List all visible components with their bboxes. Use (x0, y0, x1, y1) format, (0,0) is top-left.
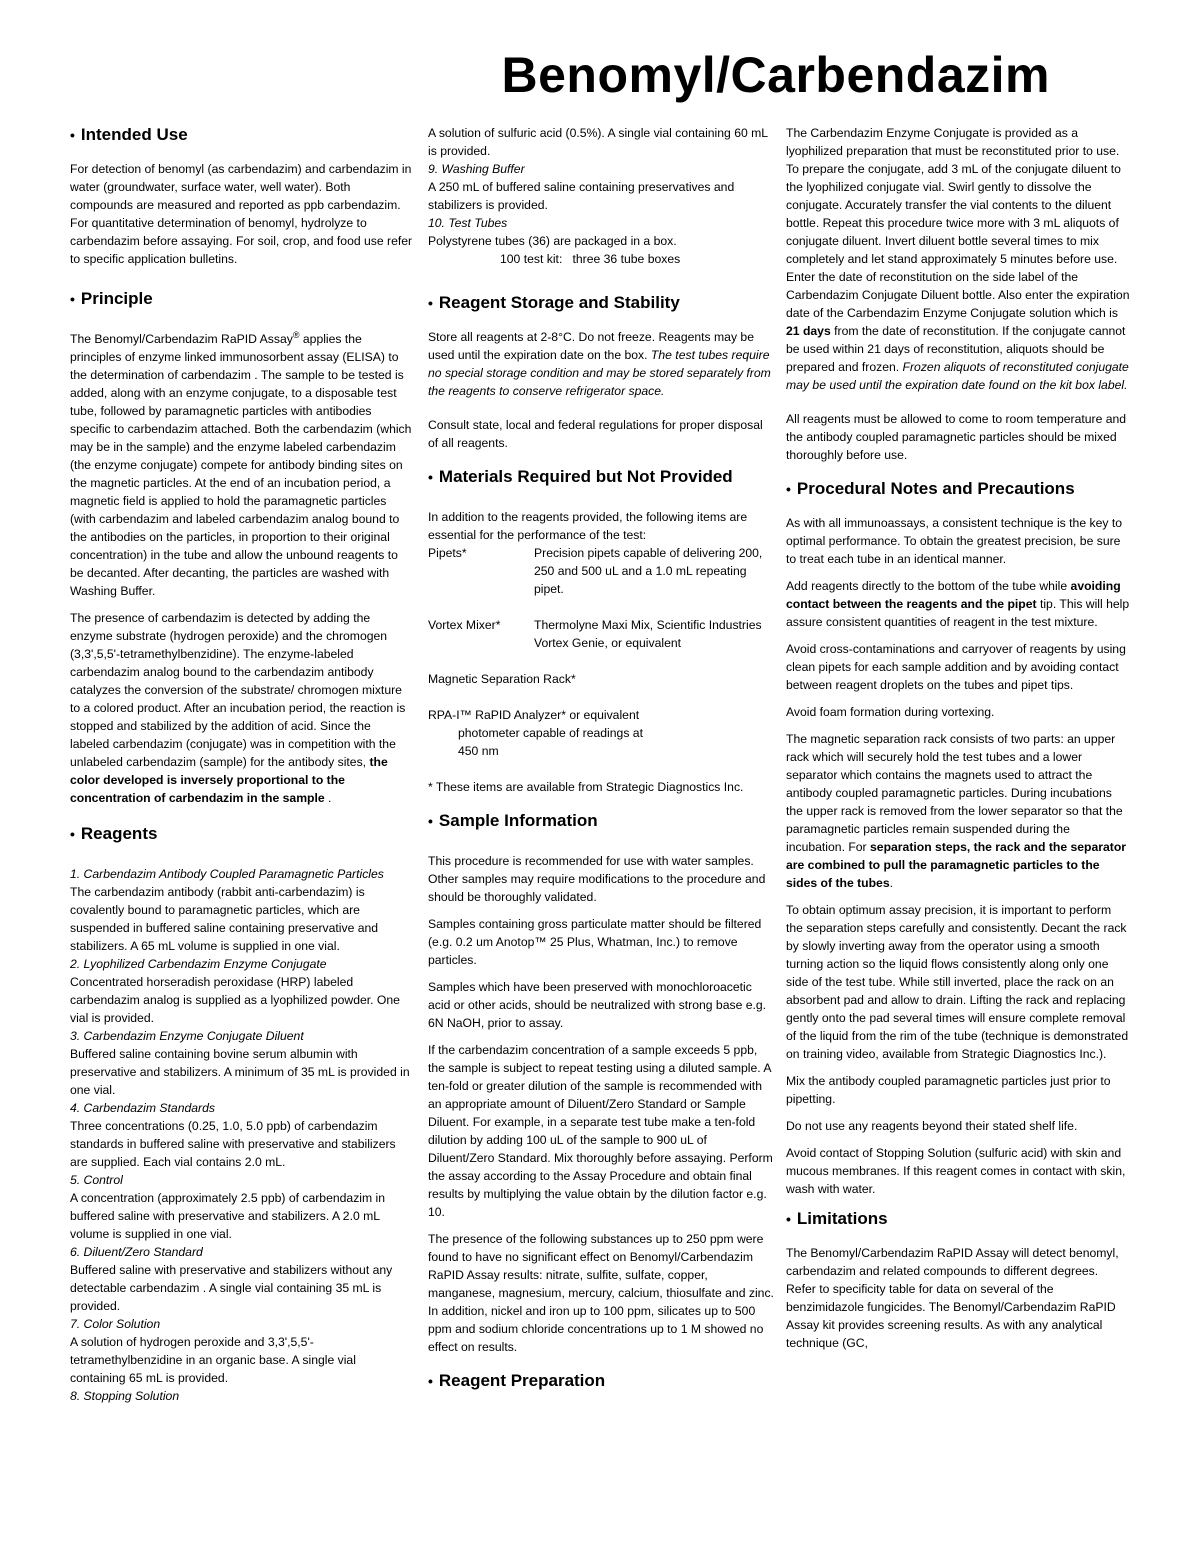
limitations-heading: • Limitations (786, 1209, 888, 1228)
materials-pipets-label: Pipets* (428, 546, 467, 560)
sample-heading: • Sample Information (428, 811, 598, 830)
notes-paragraph-2: Add reagents directly to the bottom of the tube while avoiding contact between the reagents and the pipet tip. This will help assure consistent quantities of reagent in the test mixture. (786, 579, 1130, 629)
column-3 (786, 124, 1130, 1361)
principle-paragraph-1: The Benomyl/Carbendazim RaPID Assay® applies the principles of enzyme linked immunosorbent assay (ELISA) to the determination of carbendazim . The sample to be tested is added, along with an enzyme conjugate, to a disposable test tube, followed by paramagnetic particles with antibodies specific to carbendazim attached. Both the carbendazim (which may be in the sample) and the enzyme labeled carbendazim (the enzyme conjugate) compete for antibody binding sites on the magnetic particles. At the end of an incubation period, a magnetic field is applied to hold the paramagnetic particles (with carbendazim and labeled carbendazim analog bound to the antibodies on the particles, in proportion to their original concentration) in the tube and allow the unbound reagents to be decanted. After decanting, the particles are washed with Washing Buffer. (70, 329, 412, 598)
notes-paragraph-9: Avoid contact of Stopping Solution (sulfuric acid) with skin and mucous membranes. If this reagent comes in contact with skin, wash with water. (786, 1146, 1126, 1196)
sample-paragraph-5: The presence of the following substances up to 250 ppm were found to have no significant effect on Benomyl/Carbendazim RaPID Assay results: nitrate, sulfite, sulfate, copper, manganese, magnesium, mercury, calcium, thiosulfate and zinc. In addition, nickel and iron up to 100 ppm, silicates up to 500 ppm and sodium chloride concentrations up to 1 M showed no effect on results. (428, 1232, 774, 1354)
sample-paragraph-3: Samples which have been preserved with monochloroacetic acid or other acids, should be neutralized with strong base e.g. 6N NaOH, prior to assay. (428, 980, 767, 1030)
materials-rpa-detail: photometer capable of readings at 450 nm (458, 726, 643, 758)
reagent-10-title: 10. Test Tubes (428, 216, 508, 230)
notes-paragraph-3: Avoid cross-contaminations and carryover of reagents by using clean pipets for each sample addition and by avoiding contact between reagent droplets on the tubes and pipet tips. (786, 642, 1126, 692)
reagents-list (70, 865, 413, 1405)
reagent-8-text: A solution of sulfuric acid (0.5%). A single vial containing 60 mL is provided. (428, 126, 768, 158)
preparation-paragraph-1: The Carbendazim Enzyme Conjugate is provided as a lyophilized preparation that must be reconstituted prior to use. To prepare the conjugate, add 3 mL of the conjugate diluent to the lyophilized conjugate vial. Swirl gently to dissolve the conjugate. Accurately transfer the vial contents to the diluent bottle. Repeat this procedure twice more with 3 mL aliquots of conjugate diluent. Invert diluent bottle several times to mix completely and let stand approximately 5 minutes before use. Enter the date of reconstitution on the side label of the Carbendazim Conjugate Diluent bottle. Also enter the expiration date of the Carbendazim Enzyme Conjugate solution which is 21 days from the date of reconstitution. If the conjugate cannot be used within 21 days of reconstitution, aliquots should be prepared and frozen. Frozen aliquots of reconstituted conjugate may be used until the expiration date found on the kit box label. (786, 126, 1130, 392)
reagent-1-title: 1. Carbendazim Antibody Coupled Paramagnetic Particles (70, 867, 384, 881)
storage-paragraph-1: Store all reagents at 2-8°C. Do not freeze. Reagents may be used until the expiration date on the box. The test tubes require no special storage condition and may be stored separately from the reagents to conserve refrigerator space. (428, 330, 771, 398)
notes-paragraph-8: Do not use any reagents beyond their stated shelf life. (786, 1119, 1078, 1133)
reagent-9-title: 9. Washing Buffer (428, 162, 525, 176)
reagent-4-text: Three concentrations (0.25, 1.0, 5.0 ppb) of carbendazim standards in buffered saline with preservative and stabilizers are supplied. Each vial contains 2.0 mL. (70, 1119, 396, 1169)
reagents-heading: • Reagents (70, 824, 158, 843)
limitations-paragraph-1: The Benomyl/Carbendazim RaPID Assay will detect benomyl, carbendazim and related compounds to different degrees. Refer to specificity table for data on several of the benzimidazole fungicides. The Benomyl/Carbendazim RaPID Assay kit provides screening results. As with any analytical technique (GC, (786, 1246, 1119, 1350)
reagent-7-text: A solution of hydrogen peroxide and 3,3',5,5'-tetramethylbenzidine in an organic base. A single vial containing 65 mL is provided. (70, 1335, 356, 1385)
reagent-5-title: 5. Control (70, 1173, 123, 1187)
reagent-7-title: 7. Color Solution (70, 1317, 161, 1331)
reagent-2-text: Concentrated horseradish peroxidase (HRP) labeled carbendazim analog is supplied as a lyophilized powder. One vial is provided. (70, 975, 400, 1025)
materials-vortex (428, 616, 774, 652)
column-2 (428, 124, 774, 1406)
reagent-6-title: 6. Diluent/Zero Standard (70, 1245, 203, 1259)
reagent-4-title: 4. Carbendazim Standards (70, 1101, 215, 1115)
intended-use-text: For detection of benomyl (as carbendazim) and carbendazim in water (groundwater, surface water, well water). Both compounds are measured and reported as ppb carbendazim. For quantitative determination of benomyl, hydrolyze to carbendazim before assaying. For soil, crop, and food use refer to specific application bulletins. (70, 162, 413, 266)
materials-heading: • Materials Required but Not Provided (428, 467, 733, 486)
storage-heading: • Reagent Storage and Stability (428, 293, 680, 312)
materials-pipets-text: Precision pipets capable of delivering 200, 250 and 500 uL and a 1.0 mL repeating pipet. (534, 546, 763, 596)
materials-vortex-text: Thermolyne Maxi Mix, Scientific Industries Vortex Genie, or equivalent (534, 618, 762, 650)
reagent-2-title: 2. Lyophilized Carbendazim Enzyme Conjugate (70, 957, 327, 971)
storage-paragraph-2: Consult state, local and federal regulations for proper disposal of all reagents. (428, 418, 763, 450)
materials-rpa: RPA-I™ RaPID Analyzer* or equivalent (428, 708, 640, 722)
materials-vortex-label: Vortex Mixer* (428, 618, 501, 632)
materials-pipets (428, 544, 774, 598)
reagent-3-title: 3. Carbendazim Enzyme Conjugate Diluent (70, 1029, 304, 1043)
notes-paragraph-4: Avoid foam formation during vortexing. (786, 705, 995, 719)
notes-paragraph-6: To obtain optimum assay precision, it is important to perform the separation steps carefully and consistently. Decant the rack by slowly inverting away from the operator using a smooth turning action so the liquid flows consistently along only one side of the test tube. While still inverted, place the rack on an absorbent pad and allow to drain. Lifting the rack and replacing gently onto the pad several times will ensure complete removal of the liquid from the rim of the tube (technique is demonstrated on training video, available from Strategic Diagnostics Inc.). (786, 903, 1129, 1061)
reagent-6-text: Buffered saline with preservative and stabilizers without any detectable carbendazim . A single vial containing 35 mL is provided. (70, 1263, 393, 1313)
reagent-9-text: A 250 mL of buffered saline containing preservatives and stabilizers is provided. (428, 180, 735, 212)
sample-paragraph-2: Samples containing gross particulate matter should be filtered (e.g. 0.2 um Anotop™ 25 Plus, Whatman, Inc.) to remove particles. (428, 917, 762, 967)
preparation-paragraph-2: All reagents must be allowed to come to room temperature and the antibody coupled paramagnetic particles should be mixed thoroughly before use. (786, 412, 1127, 462)
materials-rack: Magnetic Separation Rack* (428, 672, 576, 686)
sample-paragraph-1: This procedure is recommended for use with water samples. Other samples may require modifications to the procedure and should be thoroughly validated. (428, 854, 766, 904)
notes-paragraph-1: As with all immunoassays, a consistent technique is the key to optimal performance. To obtain the greatest precision, be sure to treat each tube in an identical manner. (786, 516, 1122, 566)
intended-use-heading: • Intended Use (70, 125, 188, 144)
reagent-8-title: 8. Stopping Solution (70, 1389, 180, 1403)
reagent-3-text: Buffered saline containing bovine serum albumin with preservative and stabilizers. A minimum of 35 mL is provided in one vial. (70, 1047, 410, 1097)
reagent-5-text: A concentration (approximately 2.5 ppb) of carbendazim in buffered saline with preservative and stabilizers. A 2.0 mL volume is supplied in one vial. (70, 1191, 386, 1241)
materials-intro: In addition to the reagents provided, the following items are essential for the performance of the test: (428, 510, 748, 542)
column-1 (70, 124, 413, 1405)
materials-footnote: * These items are available from Strategic Diagnostics Inc. (428, 780, 744, 794)
reagent-10-text: Polystyrene tubes (36) are packaged in a box. (428, 234, 677, 248)
notes-heading: • Procedural Notes and Precautions (786, 479, 1075, 498)
reagent-10-kit: 100 test kit: three 36 tube boxes (500, 252, 681, 266)
principle-heading: • Principle (70, 289, 153, 308)
preparation-heading: • Reagent Preparation (428, 1371, 606, 1390)
notes-paragraph-5: The magnetic separation rack consists of two parts: an upper rack which will securely hold the test tubes and a lower separator which contains the magnets used to attract the antibody coupled paramagnetic particles. During incubations the upper rack is removed from the lower separator so that the paramagnetic particles remain suspended during the incubation. For separation steps, the rack and the separator are combined to pull the paramagnetic particles to the sides of the tubes. (786, 732, 1127, 890)
document-title: Benomyl/Carbendazim (501, 47, 1050, 103)
reagent-1-text: The carbendazim antibody (rabbit anti-carbendazim) is covalently bound to paramagnetic particles, which are suspended in buffered saline containing preservative and stabilizers. A 65 mL volume is supplied in one vial. (70, 885, 379, 953)
sample-paragraph-4: If the carbendazim concentration of a sample exceeds 5 ppb, the sample is subject to repeat testing using a diluted sample. A ten-fold or greater dilution of the sample is recommended with an appropriate amount of Diluent/Zero Standard or Sample Diluent. For example, in a separate test tube make a ten-fold dilution by adding 100 uL of the sample to 900 uL of Diluent/Zero Standard. Mix thoroughly before assaying. Perform the assay according to the Assay Procedure and obtain final results by multiplying the value obtain by the dilution factor e.g. 10. (428, 1043, 773, 1219)
principle-paragraph-2: The presence of carbendazim is detected by adding the enzyme substrate (hydrogen peroxide) and the chromogen (3,3',5,5'-tetramethylbenzidine). The enzyme-labeled carbendazim analog bound to the carbendazim antibody catalyzes the conversion of the substrate/ chromogen mixture to a colored product. After an incubation period, the reaction is stopped and stabilized by the addition of acid. Since the labeled carbendazim (conjugate) was in competition with the unlabeled carbendazim (sample) for the antibody sites, the color developed is inversely proportional to the concentration of carbendazim in the sample . (70, 611, 406, 805)
notes-paragraph-7: Mix the antibody coupled paramagnetic particles just prior to pipetting. (786, 1074, 1111, 1106)
